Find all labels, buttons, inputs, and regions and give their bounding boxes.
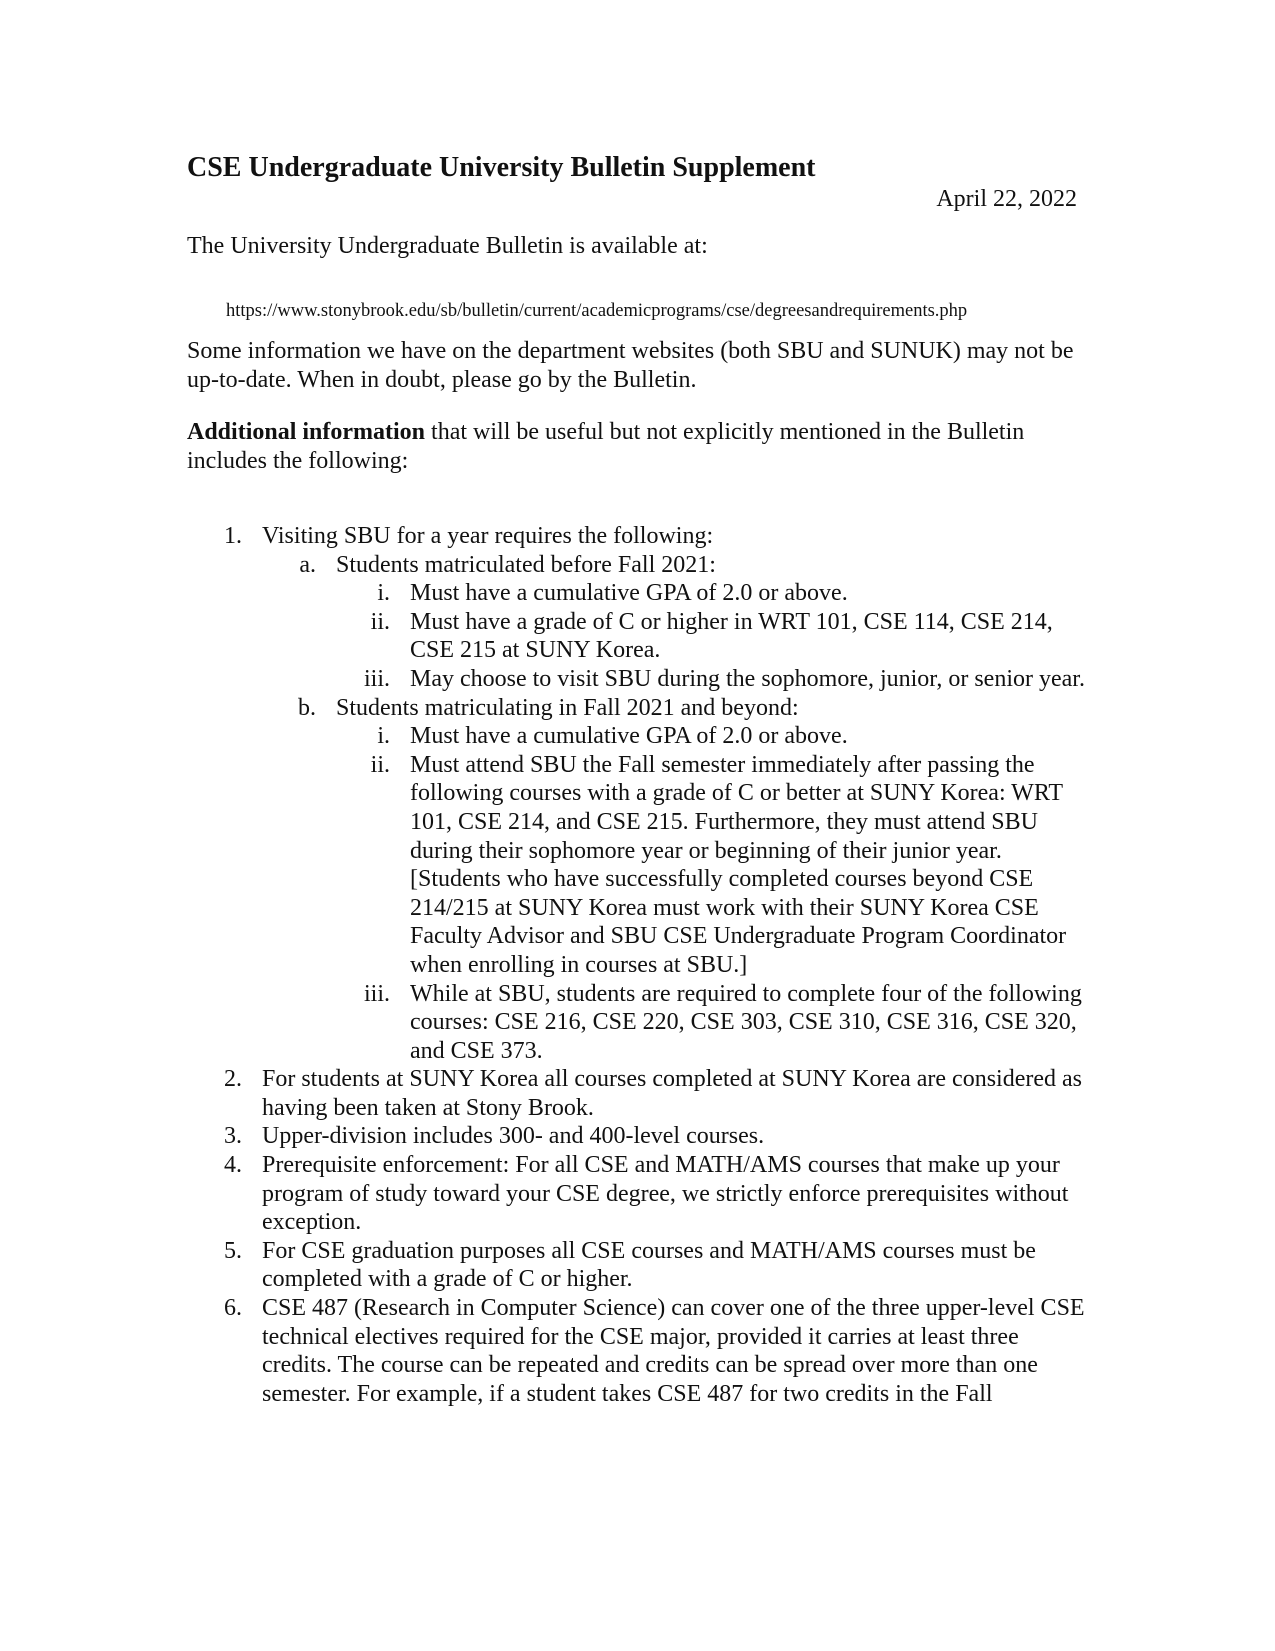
list-item-text: Prerequisite enforcement: For all CSE and MATH/AMS courses that make up your program of study toward your CSE degree, we strictly enforce prerequisites without exception. (262, 1152, 1069, 1236)
additional-info-paragraph (187, 418, 1087, 475)
list-marker: b. (298, 694, 316, 721)
list-item (0, 1237, 1275, 1294)
list-marker: i. (377, 580, 390, 607)
list-item-text: Must have a grade of C or higher in WRT 101, CSE 114, CSE 214, CSE 215 at SUNY Korea. (410, 608, 1053, 664)
list-item-text: For CSE graduation purposes all CSE courses and MATH/AMS courses must be completed with a grade of C or higher. (262, 1237, 1036, 1293)
list-item-text: Students matriculated before Fall 2021: (336, 551, 716, 578)
list-item-text: While at SBU, students are required to complete four of the following courses: CSE 216, CSE 220, CSE 303, CSE 310, CSE 316, CSE 320, and CSE 373. (410, 980, 1082, 1064)
list-marker: ii. (370, 608, 390, 635)
note-paragraph: Some information we have on the department websites (both SBU and SUNUK) may not be up-to-date. When in doubt, please go by the Bulletin. (187, 338, 1074, 393)
list-item (0, 665, 1275, 694)
list-marker: 2. (224, 1066, 242, 1093)
list-item (0, 1065, 1275, 1122)
list-item-text: For students at SUNY Korea all courses completed at SUNY Korea are considered as having been taken at Stony Brook. (262, 1066, 1082, 1121)
list-item-text: CSE 487 (Research in Computer Science) can cover one of the three upper-level CSE technical electives required for the CSE major, provided it carries at least three credits. The course can be repeated and credits can be spread over more than one semester. For example, if a student takes CSE 487 for two credits in the Fall (262, 1295, 1085, 1407)
bulletin-url: https://www.stonybrook.edu/sb/bulletin/current/academicprograms/cse/degreesandrequirements.php (226, 301, 968, 321)
list-item (0, 694, 1275, 723)
list-item-text: Visiting SBU for a year requires the following: (262, 523, 714, 549)
list-item-text: Upper-division includes 300- and 400-level courses. (262, 1123, 765, 1150)
list-item-text: Must attend SBU the Fall semester immediately after passing the following courses with a grade of C or better at SUNY Korea: WRT 101, CSE 214, and CSE 215. Furthermore, they must attend SBU during their sophomore year or beginning of their junior year. [Students who have successfully completed courses beyond CSE 214/215 at SUNY Korea must work with their SUNY Korea CSE Faculty Advisor and SBU CSE Undergraduate Program Coordinator when enrolling in courses at SBU.] (410, 751, 1067, 978)
list-item-text: Must have a cumulative GPA of 2.0 or above. (410, 723, 848, 750)
list-marker: ii. (370, 751, 390, 778)
list-item (0, 579, 1275, 608)
list-marker: iii. (363, 665, 390, 692)
list-marker: 5. (224, 1237, 242, 1264)
list-marker: iii. (363, 980, 390, 1007)
list-item-text: Must have a cumulative GPA of 2.0 or above. (410, 580, 848, 607)
additional-info-text: that will be useful but not explicitly mentioned in the Bulletin includes the following: (187, 419, 1025, 474)
list-marker: a. (299, 551, 316, 578)
list-marker: 6. (224, 1295, 242, 1322)
list-item (0, 751, 1275, 980)
list-item (0, 551, 1275, 580)
list-item (0, 1294, 1275, 1408)
requirements-list (0, 522, 1275, 1408)
document-title: CSE Undergraduate University Bulletin Supplement (187, 152, 816, 183)
list-item (0, 1122, 1275, 1151)
list-marker: 1. (224, 523, 242, 549)
list-marker: 3. (224, 1123, 242, 1150)
list-item (0, 608, 1275, 665)
list-item (0, 722, 1275, 751)
document-date: April 22, 2022 (936, 186, 1077, 212)
list-item (0, 980, 1275, 1066)
list-item-text: Students matriculating in Fall 2021 and beyond: (336, 694, 799, 721)
list-marker: 4. (224, 1152, 242, 1179)
additional-info-lead: Additional information (187, 419, 426, 445)
intro-paragraph: The University Undergraduate Bulletin is available at: (187, 233, 708, 259)
list-item-text: May choose to visit SBU during the sophomore, junior, or senior year. (410, 665, 1085, 692)
list-item (0, 522, 1275, 551)
list-marker: i. (377, 723, 390, 750)
list-item (0, 1151, 1275, 1237)
